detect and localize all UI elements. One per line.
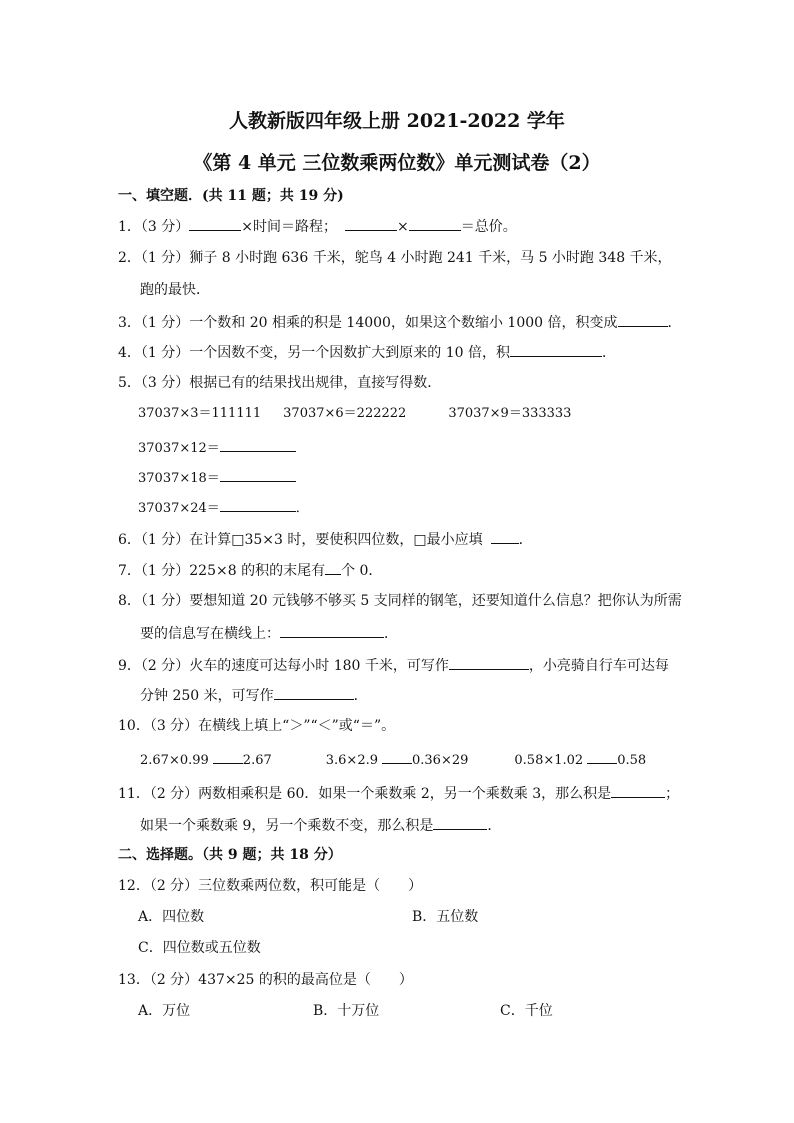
question-2-cont bbox=[140, 280, 210, 300]
answer-blank[interactable] bbox=[280, 623, 384, 638]
q6-stem: 6．（1 分）在计算□35×3 时，要使积四位数，□最小应填 bbox=[118, 532, 483, 548]
q6-end: ． bbox=[518, 532, 533, 548]
q13-option-a[interactable]: A．万位 bbox=[138, 1003, 191, 1019]
question-3 bbox=[118, 312, 682, 333]
q5-expr-18: 37037×18＝ bbox=[138, 471, 220, 486]
q5-expr-12: 37037×12＝ bbox=[138, 441, 220, 456]
answer-blank[interactable] bbox=[433, 815, 487, 830]
question-10: 10．（3 分）在横线上填上“＞”“＜”或“＝”。 bbox=[118, 718, 396, 734]
q9-stem: 9．（2 分）火车的速度可达每小时 180 千米，可写作 bbox=[118, 658, 449, 674]
q10-c1-right: 2.67 bbox=[242, 753, 272, 768]
q8-end: ． bbox=[384, 626, 398, 642]
answer-blank[interactable] bbox=[220, 497, 296, 512]
q5-examples bbox=[138, 404, 571, 424]
question-4 bbox=[118, 342, 616, 363]
q1-stem: 1．（3 分） bbox=[118, 219, 190, 235]
q9-line2: 分钟 250 米，可写作 bbox=[140, 688, 274, 704]
answer-blank[interactable] bbox=[220, 437, 296, 452]
q11-end: ． bbox=[487, 818, 502, 834]
q10-c1-left: 2.67×0.99 bbox=[140, 753, 209, 768]
q5-end: ． bbox=[295, 501, 309, 516]
question-12: 12．（2 分）三位数乘两位数，积可能是（ ） bbox=[118, 878, 423, 894]
q7-stem: 7．（1 分）225×8 的积的末尾有 bbox=[118, 563, 326, 579]
q8-prompt: 要的信息写在横线上： bbox=[140, 626, 280, 642]
q5-expr-24: 37037×24＝ bbox=[138, 501, 220, 516]
q10-comparisons bbox=[140, 749, 646, 771]
question-13: 13．（2 分）437×25 的积的最高位是（ ） bbox=[118, 972, 413, 988]
q4-end: ． bbox=[601, 345, 616, 361]
q10-c2-right: 0.36×29 bbox=[412, 753, 469, 768]
q3-end: ． bbox=[667, 315, 682, 331]
q12-option-a[interactable]: A．四位数 bbox=[138, 909, 205, 925]
question-11-cont bbox=[140, 815, 501, 836]
answer-blank[interactable] bbox=[213, 749, 243, 764]
answer-blank[interactable] bbox=[220, 467, 296, 482]
q7-end: 个 0． bbox=[341, 563, 383, 579]
answer-blank[interactable] bbox=[274, 685, 354, 700]
section1-heading: 一、填空题．(共 11 题；共 19 分) bbox=[118, 188, 344, 204]
answer-blank[interactable] bbox=[449, 655, 529, 670]
question-9-cont bbox=[140, 685, 368, 706]
q1-end: ＝总价。 bbox=[460, 219, 517, 235]
q11-mid: ； bbox=[665, 786, 680, 802]
q10-c3-left: 0.58×1.02 bbox=[514, 753, 584, 768]
q12-option-b[interactable]: B．五位数 bbox=[412, 909, 479, 925]
answer-blank[interactable] bbox=[409, 216, 461, 231]
answer-blank[interactable] bbox=[382, 749, 412, 764]
answer-blank[interactable] bbox=[345, 216, 397, 231]
q5-example-2: 37037×6＝222222 bbox=[283, 406, 407, 421]
q9-end: ． bbox=[353, 688, 368, 704]
exam-title-line2: 《第 4 单元 三位数乘两位数》单元测试卷（2） bbox=[193, 152, 601, 174]
question-8-cont bbox=[140, 623, 398, 644]
q13-option-b[interactable]: B．十万位 bbox=[313, 1003, 380, 1019]
question-9 bbox=[118, 655, 669, 676]
question-8: 8．（1 分）要想知道 20 元钱够不够买 5 支同样的钢笔，还要知道什么信息？把你认为所需 bbox=[118, 593, 682, 609]
q3-stem: 3．（1 分）一个数和 20 相乘的积是 14000，如果这个数缩小 1000 倍，积变成 bbox=[118, 315, 618, 331]
exam-title-line1: 人教新版四年级上册 2021-2022 学年 bbox=[229, 110, 565, 132]
answer-blank[interactable] bbox=[510, 342, 602, 357]
q11-line2: 如果一个乘数乘 9，另一个乘数不变，那么积是 bbox=[140, 818, 434, 834]
q5-item-24 bbox=[138, 497, 309, 519]
q2-line2: 跑的最快． bbox=[140, 282, 210, 298]
question-1 bbox=[118, 216, 517, 237]
q12-option-c[interactable]: C．四位数或五位数 bbox=[138, 940, 261, 956]
q1-times: × bbox=[397, 219, 409, 235]
section2-heading: 二、选择题。（共 9 题；共 18 分） bbox=[118, 847, 342, 863]
answer-blank[interactable] bbox=[618, 312, 668, 327]
q1-text: ×时间＝路程； bbox=[241, 219, 337, 235]
q9-mid: ，小亮骑自行车可达每 bbox=[528, 658, 669, 674]
question-5: 5．（3 分）根据已有的结果找出规律，直接写得数． bbox=[118, 375, 442, 391]
q5-item-12 bbox=[138, 437, 296, 459]
answer-blank[interactable] bbox=[491, 529, 519, 544]
question-11 bbox=[118, 783, 679, 804]
q5-item-18 bbox=[138, 467, 296, 489]
q5-example-3: 37037×9＝333333 bbox=[448, 406, 572, 421]
question-2: 2．（1 分）狮子 8 小时跑 636 千米，鸵鸟 4 小时跑 241 千米，马 5 小时跑 348 千米， bbox=[118, 250, 672, 266]
answer-blank[interactable] bbox=[325, 560, 341, 575]
answer-blank[interactable] bbox=[611, 783, 665, 798]
answer-blank[interactable] bbox=[587, 749, 617, 764]
q4-stem: 4．（1 分）一个因数不变，另一个因数扩大到原来的 10 倍，积 bbox=[118, 345, 510, 361]
answer-blank[interactable] bbox=[189, 216, 241, 231]
q10-c2-left: 3.6×2.9 bbox=[325, 753, 378, 768]
q13-option-c[interactable]: C．千位 bbox=[500, 1003, 553, 1019]
q5-example-1: 37037×3＝111111 bbox=[138, 406, 262, 421]
question-6 bbox=[118, 529, 533, 550]
q11-stem: 11．（2 分）两数相乘积是 60．如果一个乘数乘 2，另一个乘数乘 3，那么积是 bbox=[118, 786, 612, 802]
q10-c3-right: 0.58 bbox=[617, 753, 647, 768]
question-7 bbox=[118, 560, 382, 581]
